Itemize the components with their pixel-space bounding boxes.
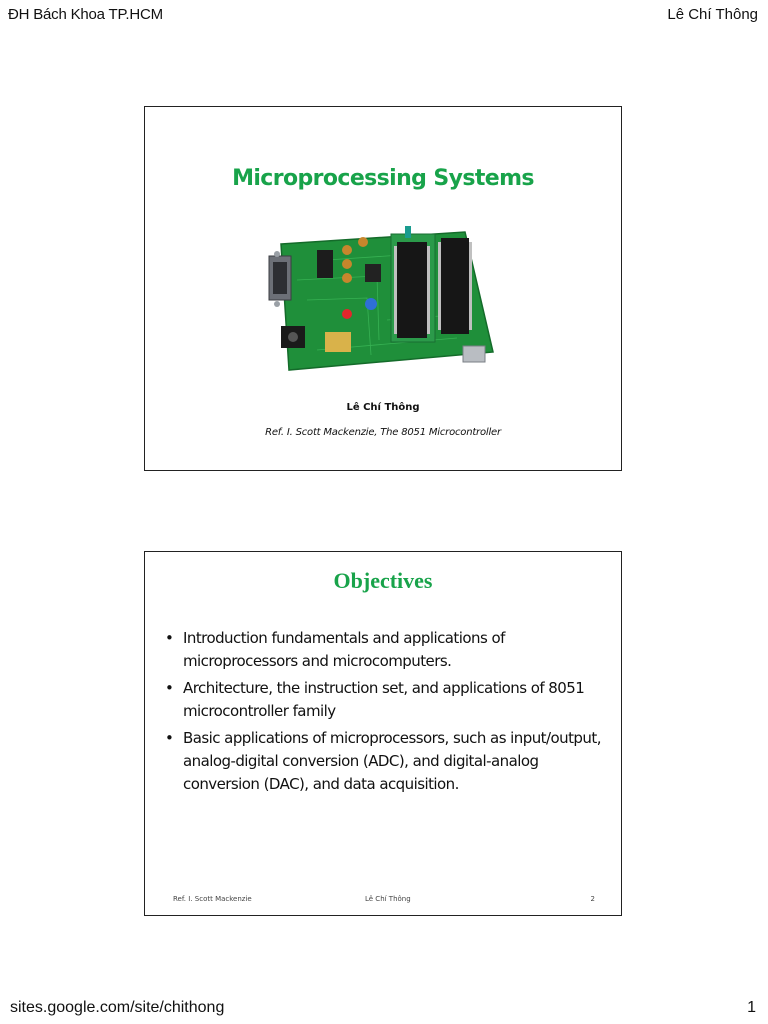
slide-1 <box>144 106 622 471</box>
list-item <box>165 727 605 796</box>
microcontroller-board-photo <box>267 220 499 380</box>
list-item <box>165 677 605 723</box>
slide-2 <box>144 551 622 916</box>
objectives-list <box>165 627 605 800</box>
slide-1-author: Lê Chí Thông <box>346 402 420 413</box>
bullet-icon: • <box>165 729 174 747</box>
slide-2-footer-ref: Ref. I. Scott Mackenzie <box>173 895 252 903</box>
slide-2-footer-author: Lê Chí Thông <box>365 895 411 903</box>
page-header-institution: ĐH Bách Khoa TP.HCM <box>8 6 163 23</box>
bullet-icon: • <box>165 629 174 647</box>
slide-2-page-number: 2 <box>590 895 595 903</box>
page-footer-url: sites.google.com/site/chithong <box>10 999 225 1016</box>
page-header-author: Lê Chí Thông <box>667 6 758 23</box>
objective-text: Architecture, the instruction set, and applications of 8051 microcontroller family <box>183 679 585 720</box>
list-item <box>165 627 605 673</box>
slide-1-title: Microprocessing Systems <box>232 166 534 191</box>
objective-text: Introduction fundamentals and applications of microprocessors and microcomputers. <box>183 629 505 670</box>
slide-1-reference: Ref. I. Scott Mackenzie, The 8051 Microcontroller <box>265 427 501 438</box>
slide-2-title: Objectives <box>333 568 433 593</box>
bullet-icon: • <box>165 679 174 697</box>
page-number: 1 <box>747 999 756 1016</box>
objective-text: Basic applications of microprocessors, such as input/output, analog-digital conversion (ADC), and digital-analog conversion (DAC), and data acquisition. <box>183 729 601 793</box>
